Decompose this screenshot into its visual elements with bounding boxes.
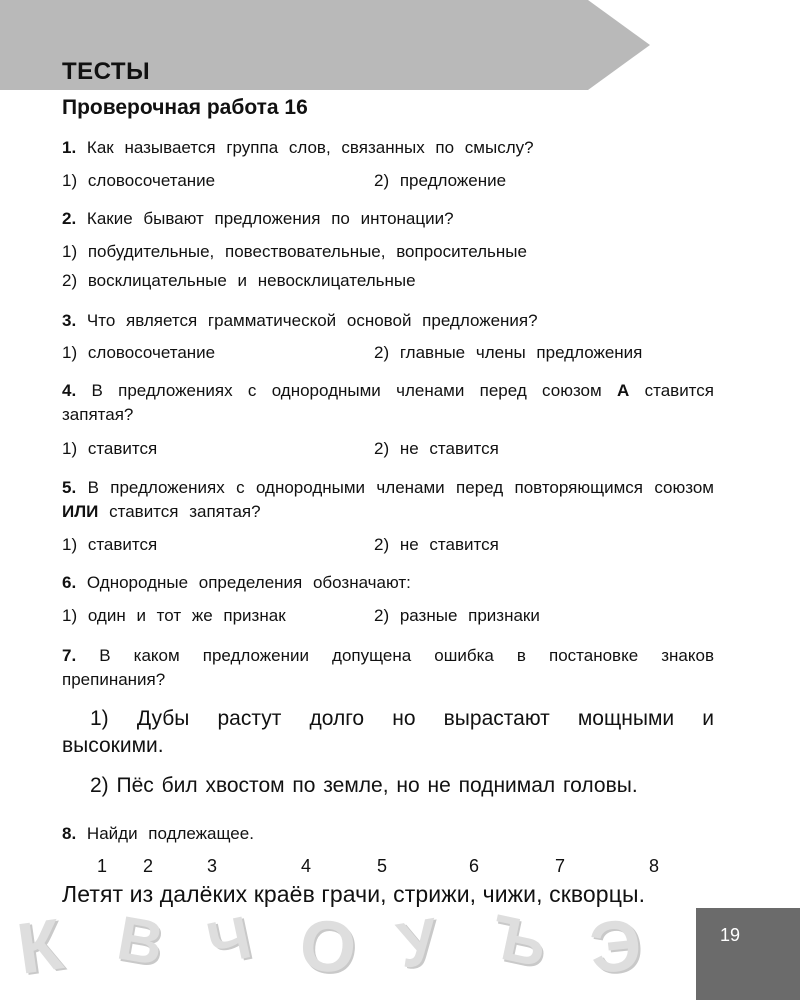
question-text: В предложениях с однородными членами перед повторяющимся союзом — [87, 478, 714, 497]
word-number: 3 — [207, 856, 218, 876]
analysis-sentence[interactable]: Летят из далёких краёв грачи, стрижи, чижи, скворцы. — [62, 881, 646, 907]
question-number: 2. — [62, 209, 77, 228]
answer-option[interactable]: 2) главные члены предложения — [374, 343, 643, 362]
word-number: 7 — [555, 856, 566, 876]
decor-letter: Ч — [201, 903, 257, 978]
question-number: 5. — [62, 478, 77, 497]
section-title: ТЕСТЫ — [62, 58, 151, 85]
question-text: Как называется группа слов, связанных по смыслу? — [86, 138, 534, 157]
decor-letter: Ъ — [485, 902, 553, 981]
word-number: 2 — [143, 856, 154, 876]
question-text: В предложениях с однородными членами перед союзом — [91, 381, 602, 400]
conjunction-keyword: ИЛИ — [62, 502, 99, 521]
conjunction-keyword: А — [617, 381, 630, 400]
question-8 — [62, 822, 714, 846]
question-5 — [62, 476, 714, 524]
question-text: Что является грамматической основой предложения? — [86, 311, 538, 330]
decor-letter: Э — [585, 904, 646, 990]
question-text: Какие бывают предложения по интонации? — [86, 209, 454, 228]
question-number: 4. — [62, 381, 77, 400]
word-number: 6 — [469, 856, 480, 876]
answer-option[interactable]: 1) словосочетание — [62, 171, 216, 190]
answer-option[interactable]: 1) побудительные, повествовательные, вопросительные — [62, 242, 527, 261]
question-number: 3. — [62, 311, 77, 330]
decor-letter: О — [295, 904, 361, 990]
word-number: 8 — [649, 856, 660, 876]
answer-option[interactable]: 1) один и тот же признак — [62, 606, 286, 625]
page-title: Проверочная работа 16 — [62, 96, 308, 119]
answer-option[interactable]: 2) не ставится — [374, 439, 499, 458]
answer-option[interactable]: 2) разные признаки — [374, 606, 540, 625]
question-3 — [62, 309, 714, 333]
decor-letter: К — [12, 904, 68, 990]
question-text: ставится запятая? — [109, 502, 261, 521]
question-text: ставится запятая? — [62, 381, 714, 424]
decorative-letters — [0, 900, 700, 1000]
question-number: 1. — [62, 138, 77, 157]
answer-option[interactable]: 2) восклицательные и невосклицательные — [62, 271, 416, 290]
question-number: 6. — [62, 573, 77, 592]
answer-option[interactable]: 1) словосочетание — [62, 343, 216, 362]
answer-option[interactable]: 2) не ставится — [374, 535, 499, 554]
question-number: 8. — [62, 824, 77, 843]
answer-option[interactable]: 1) ставится — [62, 535, 158, 554]
page-number: 19 — [720, 925, 741, 945]
word-number: 1 — [97, 856, 108, 876]
word-number: 4 — [301, 856, 312, 876]
question-2 — [62, 207, 714, 231]
page-number-box — [696, 908, 800, 1000]
answer-option[interactable]: 1) ставится — [62, 439, 158, 458]
question-text: В каком предложении допущена ошибка в постановке знаков препинания? — [62, 646, 714, 689]
question-text: Однородные определения обозначают: — [86, 573, 411, 592]
question-7 — [62, 644, 714, 692]
decor-letter: В — [112, 903, 169, 980]
decor-letter: У — [392, 904, 444, 982]
question-1 — [62, 136, 714, 160]
question-4 — [62, 379, 714, 427]
answer-option[interactable]: 1) Дубы растут долго но вырастают мощными и высокими. — [62, 707, 714, 757]
question-number: 7. — [62, 646, 77, 665]
question-6 — [62, 571, 714, 595]
answer-option[interactable]: 2) предложение — [374, 171, 507, 190]
word-number: 5 — [377, 856, 388, 876]
answer-option[interactable]: 2) Пёс бил хвостом по земле, но не поднимал головы. — [90, 774, 638, 797]
question-text: Найди подлежащее. — [86, 824, 254, 843]
